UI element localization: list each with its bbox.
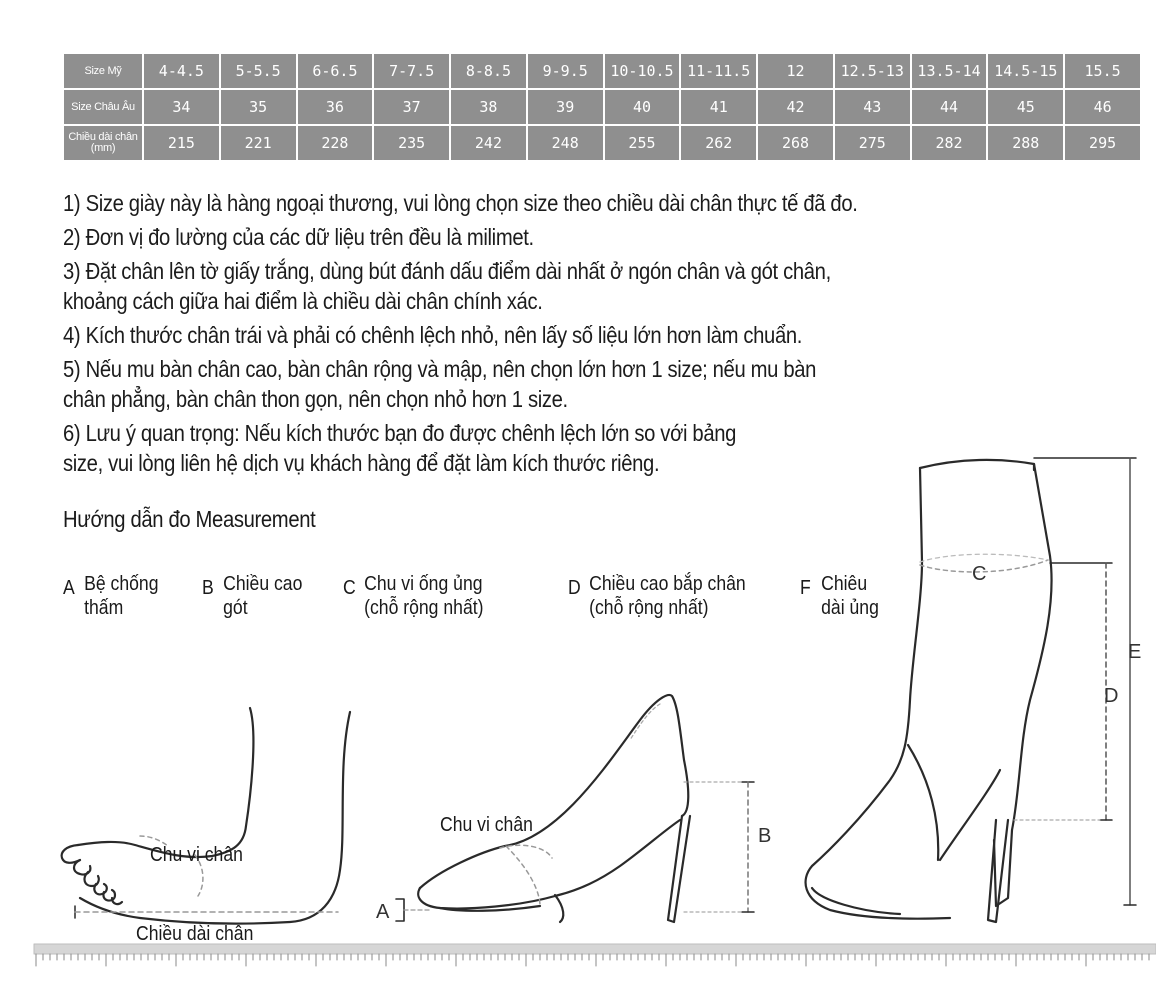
foot-length-cell: 275: [835, 126, 910, 160]
mark-d-label: D: [1104, 685, 1119, 707]
us-size-cell: 11-11.5: [681, 54, 756, 88]
pump-illustration: [396, 695, 754, 922]
legend-key-d: D: [568, 577, 581, 599]
legend-text-c-line1: Chu vi ống ủng: [364, 573, 483, 595]
foot-length-cell: 242: [451, 126, 526, 160]
legend-text-a-line1: Bệ chống: [84, 573, 159, 595]
eu-size-cell: 38: [451, 90, 526, 124]
mark-b-label: B: [758, 825, 772, 847]
boot-illustration: [806, 458, 1136, 922]
mark-e-label: E: [1128, 641, 1142, 663]
eu-size-cell: 44: [912, 90, 987, 124]
eu-size-cell: 40: [605, 90, 680, 124]
us-size-cell: 8-8.5: [451, 54, 526, 88]
us-size-cell: 7-7.5: [374, 54, 449, 88]
note-1: 1) Size giày này là hàng ngoại thương, vui lòng chọn size theo chiều dài chân thực tế đã đo.: [63, 190, 858, 216]
foot-girth-label: Chu vi chân: [150, 842, 243, 866]
note-4: 4) Kích thước chân trái và phải có chênh lệch nhỏ, nên lấy số liệu lớn hơn làm chuẩn.: [63, 322, 803, 348]
us-size-cell: 15.5: [1065, 54, 1140, 88]
mark-a-label: A: [376, 901, 390, 923]
legend-text-b-line1: Chiều cao: [223, 573, 303, 595]
legend-key-f: F: [800, 577, 811, 599]
us-size-cell: 12.5-13: [835, 54, 910, 88]
note-3-continued: khoảng cách giữa hai điểm là chiều dài chân chính xác.: [63, 288, 543, 314]
eu-size-cell: 34: [144, 90, 219, 124]
us-size-cell: 5-5.5: [221, 54, 296, 88]
us-size-cell: 14.5-15: [988, 54, 1063, 88]
legend-key-b: B: [202, 577, 214, 599]
row-header-us-size: Size Mỹ: [64, 54, 142, 88]
eu-size-cell: 37: [374, 90, 449, 124]
eu-size-cell: 46: [1065, 90, 1140, 124]
note-6-continued: size, vui lòng liên hệ dịch vụ khách hàng để đặt làm kích thước riêng.: [63, 450, 660, 476]
eu-size-cell: 36: [298, 90, 373, 124]
eu-size-cell: 42: [758, 90, 833, 124]
us-size-cell: 6-6.5: [298, 54, 373, 88]
legend-text-f-line2: dài ủng: [821, 597, 879, 619]
note-6: 6) Lưu ý quan trọng: Nếu kích thước bạn đo được chênh lệch lớn so với bảng: [63, 420, 737, 446]
eu-size-cell: 35: [221, 90, 296, 124]
legend-text-b-line2: gót: [223, 597, 248, 619]
us-size-cell: 13.5-14: [912, 54, 987, 88]
us-size-cell: 9-9.5: [528, 54, 603, 88]
foot-length-cell: 268: [758, 126, 833, 160]
us-size-cell: 10-10.5: [605, 54, 680, 88]
legend-text-d-line1: Chiều cao bắp chân: [589, 573, 746, 595]
legend-text-f-line1: Chiêu: [821, 573, 868, 595]
foot-length-cell: 248: [528, 126, 603, 160]
foot-length-cell: 295: [1065, 126, 1140, 160]
legend-text-a-line2: thấm: [84, 597, 124, 619]
foot-length-cell: 221: [221, 126, 296, 160]
us-size-cell: 12: [758, 54, 833, 88]
bare-foot-illustration: [62, 708, 350, 924]
foot-length-cell: 262: [681, 126, 756, 160]
foot-length-label: Chiều dài chân: [136, 921, 254, 945]
legend-key-c: C: [343, 577, 356, 599]
note-5: 5) Nếu mu bàn chân cao, bàn chân rộng và mập, nên chọn lớn hơn 1 size; nếu mu bàn: [63, 356, 817, 382]
legend-text-d-line2: (chỗ rộng nhất): [589, 597, 709, 619]
foot-length-cell: 228: [298, 126, 373, 160]
ruler: [34, 944, 1156, 966]
us-size-cell: 4-4.5: [144, 54, 219, 88]
foot-length-cell: 282: [912, 126, 987, 160]
legend-key-a: A: [63, 577, 75, 599]
note-2: 2) Đơn vị đo lường của các dữ liệu trên đều là milimet.: [63, 224, 534, 250]
shoe-girth-label: Chu vi chân: [440, 812, 533, 836]
eu-size-cell: 45: [988, 90, 1063, 124]
note-3: 3) Đặt chân lên tờ giấy trắng, dùng bút đánh dấu điểm dài nhất ở ngón chân và gót chân,: [63, 258, 831, 284]
eu-size-cell: 43: [835, 90, 910, 124]
foot-length-cell: 215: [144, 126, 219, 160]
eu-size-cell: 39: [528, 90, 603, 124]
eu-size-cell: 41: [681, 90, 756, 124]
row-header-eu-size: Size Châu Âu: [64, 90, 142, 124]
foot-length-cell: 288: [988, 126, 1063, 160]
row-header-foot-length: Chiều dài chân (mm): [64, 126, 142, 160]
note-5-continued: chân phẳng, bàn chân thon gọn, nên chọn nhỏ hơn 1 size.: [63, 386, 568, 412]
legend-text-c-line2: (chỗ rộng nhất): [364, 597, 484, 619]
foot-length-cell: 255: [605, 126, 680, 160]
mark-c-label: C: [972, 563, 987, 585]
measurement-heading: Hướng dẫn đo Measurement: [63, 506, 316, 532]
foot-length-cell: 235: [374, 126, 449, 160]
